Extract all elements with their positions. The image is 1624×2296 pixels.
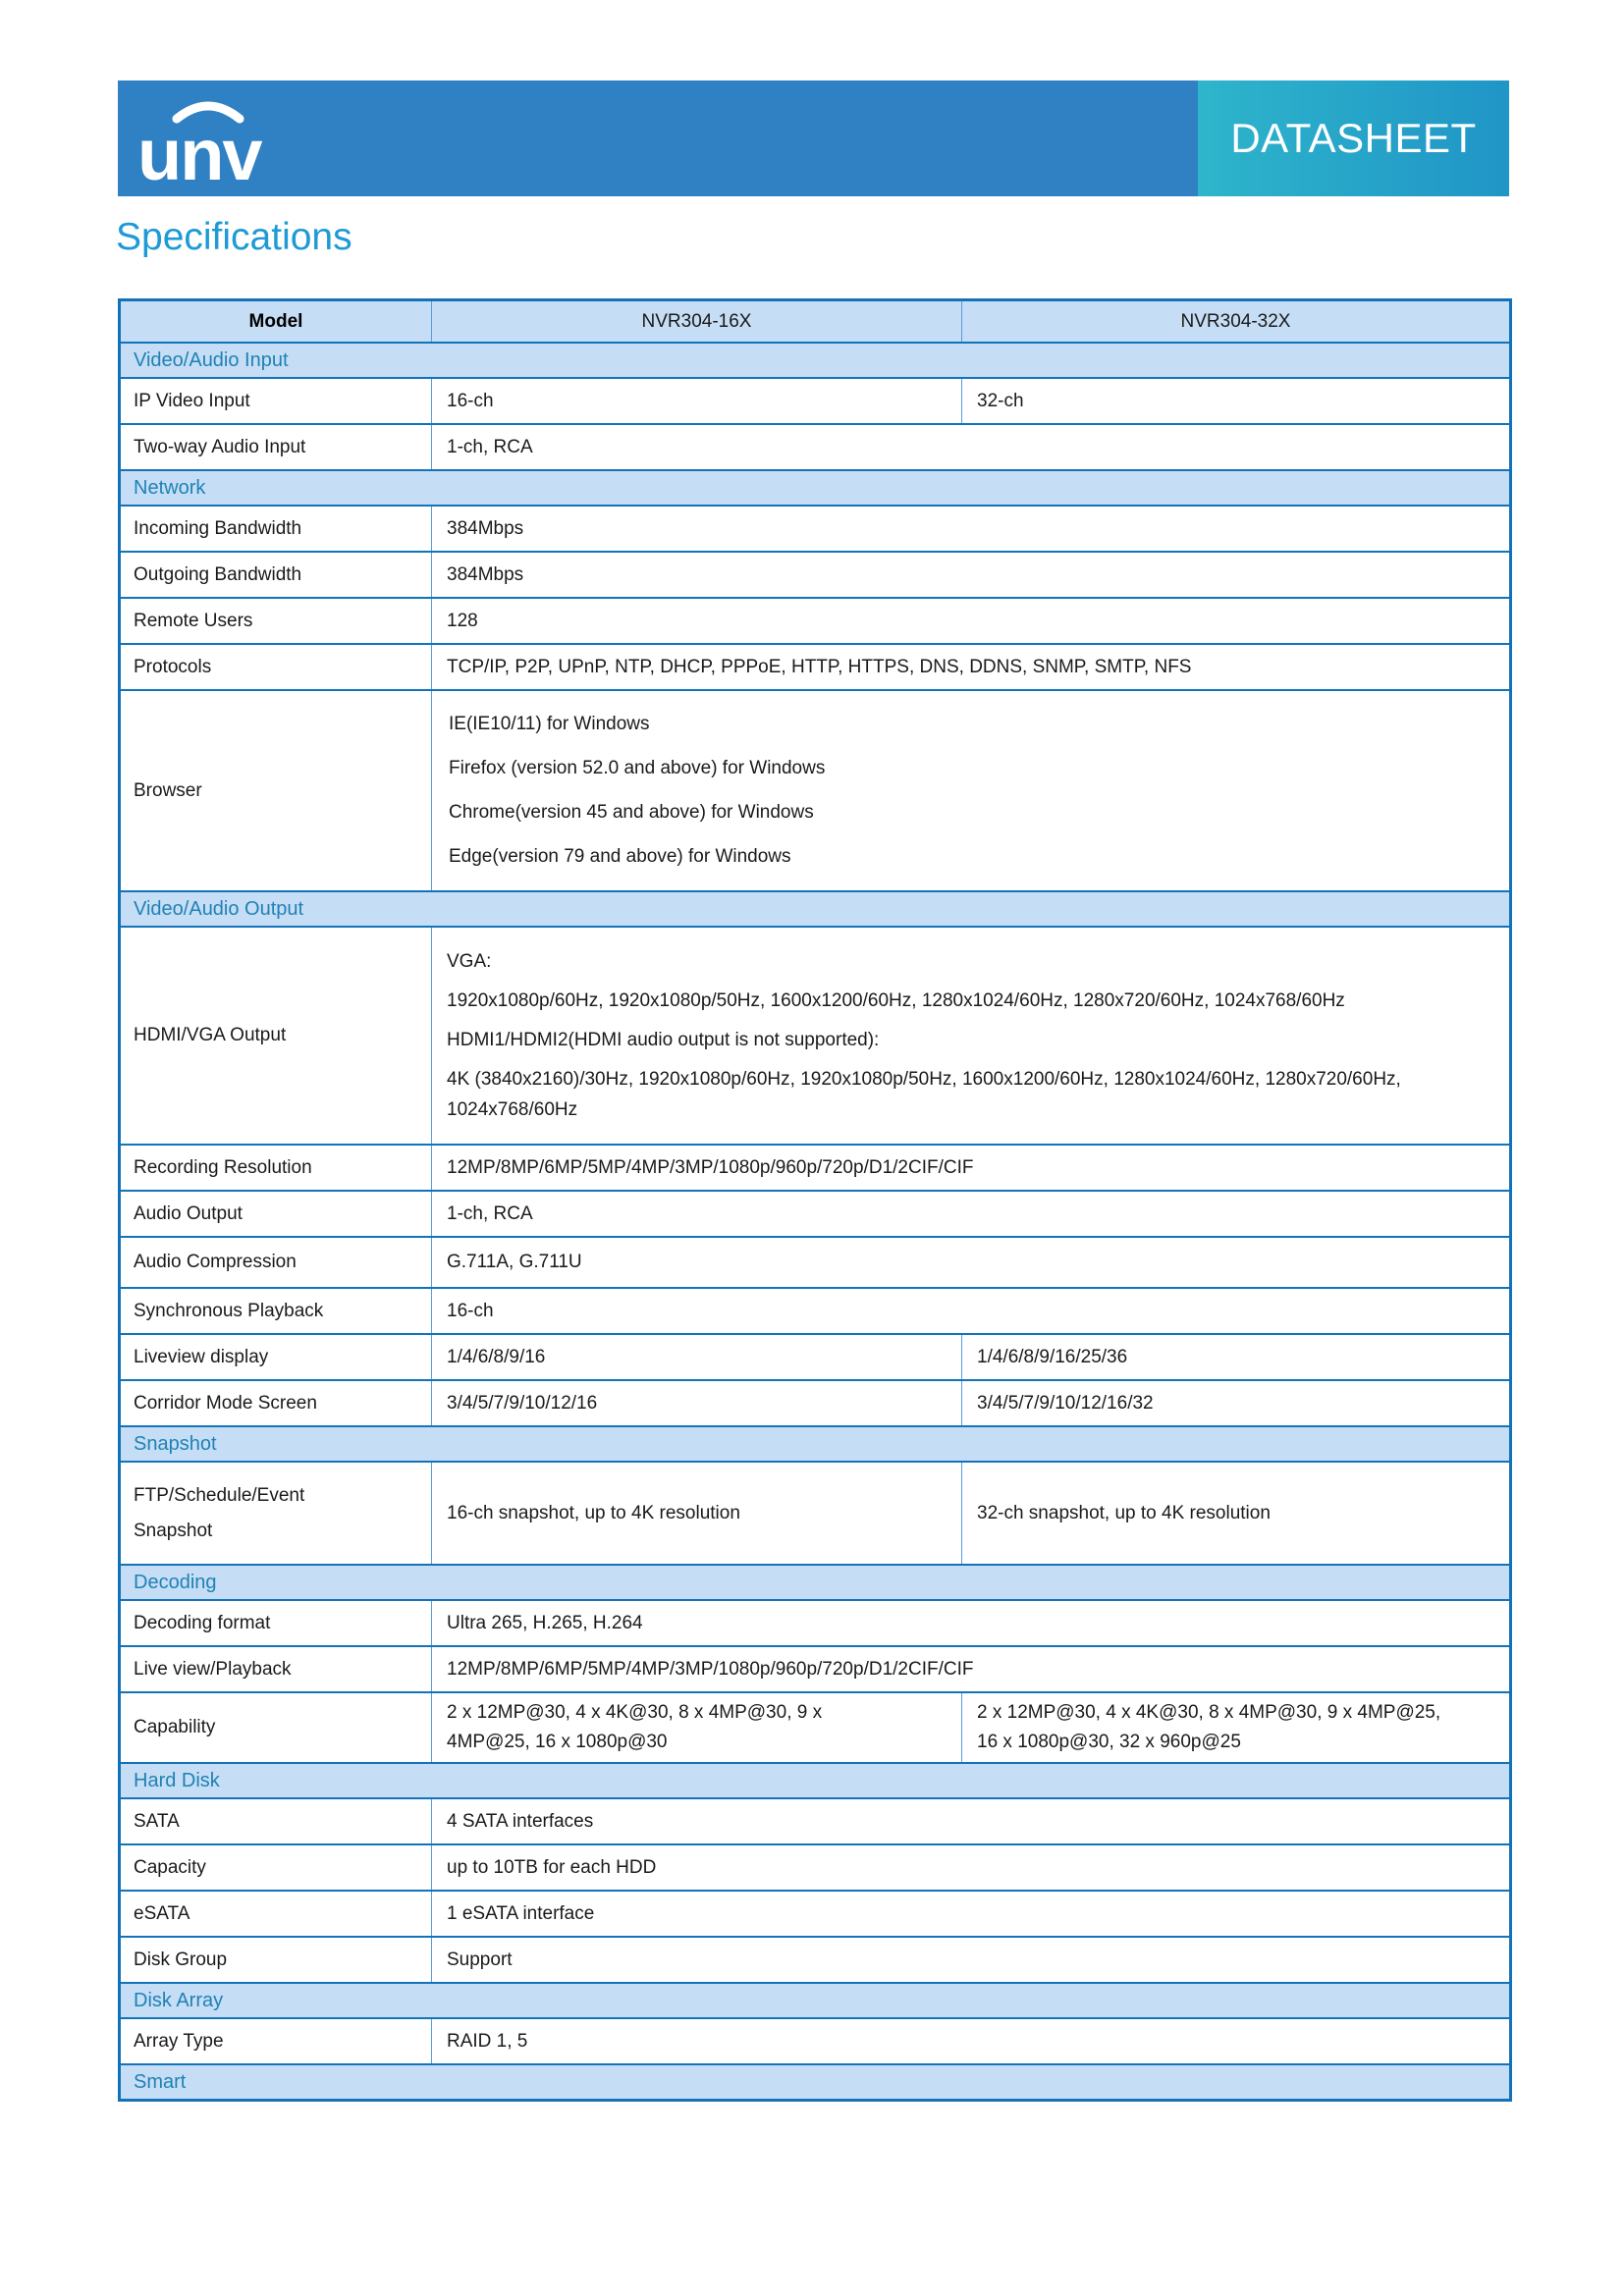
row-value: 1-ch, RCA	[432, 424, 1511, 470]
row-value-16x: 16-ch snapshot, up to 4K resolution	[432, 1462, 962, 1565]
spec-row-hdmi-vga-output	[120, 927, 1511, 1145]
row-value: RAID 1, 5	[432, 2018, 1511, 2064]
header-model-16x: NVR304-16X	[432, 300, 962, 344]
row-label	[120, 1462, 432, 1565]
browser-line-ie: IE(IE10/11) for Windows	[449, 714, 650, 734]
banner-blue-area	[118, 80, 1198, 196]
section-label: Hard Disk	[120, 1763, 1511, 1798]
row-label: Synchronous Playback	[120, 1288, 432, 1334]
row-label: Decoding format	[120, 1600, 432, 1646]
spec-row-outgoing-bandwidth	[120, 552, 1511, 598]
section-row-video-audio-output	[120, 891, 1511, 927]
row-value: G.711A, G.711U	[432, 1237, 1511, 1288]
browser-line-firefox: Firefox (version 52.0 and above) for Windows	[449, 758, 826, 778]
spec-row-remote-users	[120, 598, 1511, 644]
row-value: 128	[432, 598, 1511, 644]
spec-row-audio-output	[120, 1191, 1511, 1237]
section-label: Network	[120, 470, 1511, 506]
row-value: 1 eSATA interface	[432, 1891, 1511, 1937]
spec-row-browser	[120, 690, 1511, 891]
row-value-16x: 1/4/6/8/9/16	[432, 1334, 962, 1380]
spec-row-array-type	[120, 2018, 1511, 2064]
row-label-line-1: FTP/Schedule/Event	[134, 1484, 305, 1506]
row-label: Two-way Audio Input	[120, 424, 432, 470]
browser-line-edge: Edge(version 79 and above) for Windows	[449, 846, 791, 867]
row-label: Incoming Bandwidth	[120, 506, 432, 552]
row-label: Capacity	[120, 1844, 432, 1891]
unv-logo	[134, 89, 287, 187]
spec-row-decoding-format	[120, 1600, 1511, 1646]
row-value: 12MP/8MP/6MP/5MP/4MP/3MP/1080p/960p/720p/D1/2CIF/CIF	[432, 1145, 1511, 1191]
row-label-lines	[134, 1485, 431, 1542]
page-title: Specifications	[116, 216, 352, 258]
row-value: 12MP/8MP/6MP/5MP/4MP/3MP/1080p/960p/720p/D1/2CIF/CIF	[432, 1646, 1511, 1692]
spec-row-capacity	[120, 1844, 1511, 1891]
section-row-video-audio-input	[120, 343, 1511, 378]
row-value: 384Mbps	[432, 552, 1511, 598]
spec-row-sata	[120, 1798, 1511, 1844]
row-label: Audio Output	[120, 1191, 432, 1237]
row-label: Array Type	[120, 2018, 432, 2064]
row-label: HDMI/VGA Output	[120, 927, 432, 1145]
row-label: Corridor Mode Screen	[120, 1380, 432, 1426]
spec-row-synchronous-playback	[120, 1288, 1511, 1334]
spec-row-esata	[120, 1891, 1511, 1937]
hdmi-line-hdmi-title: HDMI1/HDMI2(HDMI audio output is not supported):	[447, 1030, 880, 1050]
section-label: Snapshot	[120, 1426, 1511, 1462]
section-row-smart	[120, 2064, 1511, 2101]
spec-row-capability	[120, 1692, 1511, 1763]
row-value: Ultra 265, H.265, H.264	[432, 1600, 1511, 1646]
row-value: up to 10TB for each HDD	[432, 1844, 1511, 1891]
row-value	[432, 927, 1511, 1145]
row-value: 4 SATA interfaces	[432, 1798, 1511, 1844]
datasheet-badge-label: DATASHEET	[1230, 115, 1477, 161]
section-label: Video/Audio Input	[120, 343, 1511, 378]
row-value-32x: 3/4/5/7/9/10/12/16/32	[962, 1380, 1511, 1426]
spec-row-incoming-bandwidth	[120, 506, 1511, 552]
row-label: Protocols	[120, 644, 432, 690]
row-value: Support	[432, 1937, 1511, 1983]
row-label: IP Video Input	[120, 378, 432, 424]
datasheet-badge	[1198, 80, 1509, 196]
section-row-hard-disk	[120, 1763, 1511, 1798]
row-label: eSATA	[120, 1891, 432, 1937]
brand-banner	[118, 80, 1509, 196]
capability-32x: 2 x 12MP@30, 4 x 4K@30, 8 x 4MP@30, 9 x 4MP@25, 16 x 1080p@30, 32 x 960p@25	[977, 1702, 1441, 1752]
spec-row-ftp-schedule-event-snapshot	[120, 1462, 1511, 1565]
row-value-32x	[962, 1692, 1511, 1763]
spec-row-recording-resolution	[120, 1145, 1511, 1191]
spec-row-liveview-display	[120, 1334, 1511, 1380]
header-model: Model	[120, 300, 432, 344]
row-value: 16-ch	[432, 1288, 1511, 1334]
section-label: Decoding	[120, 1565, 1511, 1600]
row-value-32x: 1/4/6/8/9/16/25/36	[962, 1334, 1511, 1380]
row-value-32x: 32-ch	[962, 378, 1511, 424]
spec-row-ip-video-input	[120, 378, 1511, 424]
row-value-16x: 16-ch	[432, 378, 962, 424]
row-label: Capability	[120, 1692, 432, 1763]
row-value-16x: 3/4/5/7/9/10/12/16	[432, 1380, 962, 1426]
svg-text:unv: unv	[137, 114, 261, 187]
row-value: 1-ch, RCA	[432, 1191, 1511, 1237]
spec-row-two-way-audio-input	[120, 424, 1511, 470]
hdmi-line-vga-modes: 1920x1080p/60Hz, 1920x1080p/50Hz, 1600x1200/60Hz, 1280x1024/60Hz, 1280x720/60Hz, 1024x768/60Hz	[447, 990, 1345, 1011]
section-row-disk-array	[120, 1983, 1511, 2018]
spec-row-corridor-mode-screen	[120, 1380, 1511, 1426]
row-label: Live view/Playback	[120, 1646, 432, 1692]
spec-row-disk-group	[120, 1937, 1511, 1983]
spec-row-audio-compression	[120, 1237, 1511, 1288]
row-label: Outgoing Bandwidth	[120, 552, 432, 598]
spec-table	[118, 298, 1512, 2102]
row-label: SATA	[120, 1798, 432, 1844]
row-label: Browser	[120, 690, 432, 891]
spec-row-live-view-playback	[120, 1646, 1511, 1692]
spec-row-protocols	[120, 644, 1511, 690]
row-value: 384Mbps	[432, 506, 1511, 552]
row-label-line-2: Snapshot	[134, 1520, 213, 1541]
row-value: TCP/IP, P2P, UPnP, NTP, DHCP, PPPoE, HTTP, HTTPS, DNS, DDNS, SNMP, SMTP, NFS	[432, 644, 1511, 690]
row-label: Recording Resolution	[120, 1145, 432, 1191]
capability-16x: 2 x 12MP@30, 4 x 4K@30, 8 x 4MP@30, 9 x 4MP@25, 16 x 1080p@30	[447, 1702, 823, 1752]
section-label: Video/Audio Output	[120, 891, 1511, 927]
header-model-32x: NVR304-32X	[962, 300, 1511, 344]
table-header-row	[120, 300, 1511, 344]
row-value	[432, 690, 1511, 891]
section-label: Disk Array	[120, 1983, 1511, 2018]
row-label: Remote Users	[120, 598, 432, 644]
hdmi-line-hdmi-modes: 4K (3840x2160)/30Hz, 1920x1080p/60Hz, 1920x1080p/50Hz, 1600x1200/60Hz, 1280x1024/60Hz, 1280x720/60Hz, 1024x768/60Hz	[447, 1069, 1401, 1120]
section-row-network	[120, 470, 1511, 506]
row-label: Liveview display	[120, 1334, 432, 1380]
browser-line-chrome: Chrome(version 45 and above) for Windows	[449, 802, 814, 823]
section-label: Smart	[120, 2064, 1511, 2101]
row-value-32x: 32-ch snapshot, up to 4K resolution	[962, 1462, 1511, 1565]
section-row-snapshot	[120, 1426, 1511, 1462]
row-label: Audio Compression	[120, 1237, 432, 1288]
hdmi-line-vga-title: VGA:	[447, 951, 492, 972]
row-value-16x	[432, 1692, 962, 1763]
section-row-decoding	[120, 1565, 1511, 1600]
row-label: Disk Group	[120, 1937, 432, 1983]
